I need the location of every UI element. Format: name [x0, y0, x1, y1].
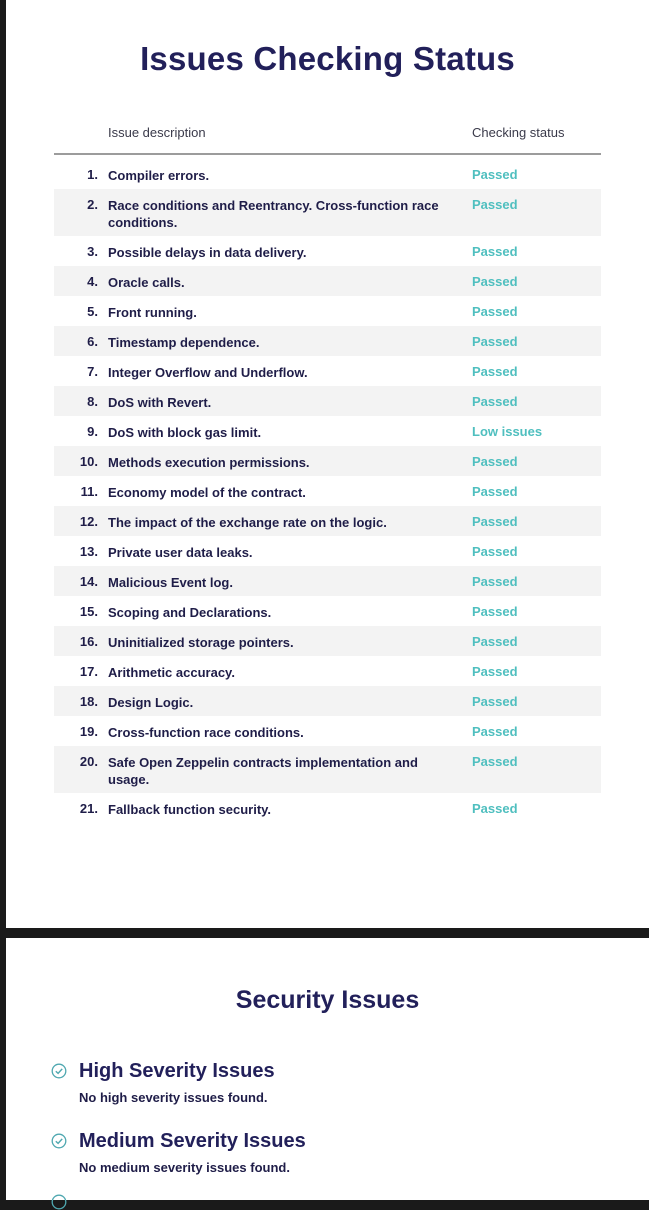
row-number: 21.: [79, 801, 98, 816]
high-severity-text: No high severity issues found.: [79, 1090, 268, 1105]
row-status: Passed: [472, 454, 518, 469]
table-row: [54, 416, 601, 446]
column-header-description: Issue description: [108, 125, 206, 140]
row-description: Possible delays in data delivery.: [108, 245, 307, 260]
issues-page: [6, 0, 649, 928]
row-description: The impact of the exchange rate on the logic.: [108, 515, 387, 530]
row-number: 3.: [87, 244, 98, 259]
row-status: Passed: [472, 694, 518, 709]
table-row: [54, 566, 601, 596]
row-status: Passed: [472, 167, 518, 182]
row-status: Low issues: [472, 424, 543, 439]
table-row: [54, 189, 601, 236]
row-status: Passed: [472, 244, 518, 259]
row-status: Passed: [472, 197, 518, 212]
row-status: Passed: [472, 544, 518, 559]
row-description: Integer Overflow and Underflow.: [108, 365, 308, 380]
row-number: 19.: [79, 724, 98, 739]
row-number: 15.: [79, 604, 98, 619]
row-number: 12.: [79, 514, 98, 529]
table-row: [54, 476, 601, 506]
page-title: Issues Checking Status: [140, 40, 515, 77]
medium-severity-text: No medium severity issues found.: [79, 1160, 290, 1175]
issues-table: [54, 118, 601, 823]
row-description: Arithmetic accuracy.: [108, 665, 235, 680]
table-row: [54, 236, 601, 266]
row-status: Passed: [472, 604, 518, 619]
security-page: [6, 938, 649, 1200]
row-status: Passed: [472, 754, 518, 769]
table-row: [54, 793, 601, 823]
row-description: Cross-function race conditions.: [108, 725, 304, 740]
table-row: [54, 356, 601, 386]
row-status: Passed: [472, 801, 518, 816]
table-row: [54, 596, 601, 626]
table-row: [54, 296, 601, 326]
row-status: Passed: [472, 514, 518, 529]
row-status: Passed: [472, 274, 518, 289]
row-description: Scoping and Declarations.: [108, 605, 272, 620]
row-status: Passed: [472, 364, 518, 379]
medium-severity-heading: Medium Severity Issues: [79, 1130, 306, 1152]
row-number: 7.: [87, 364, 98, 379]
row-status: Passed: [472, 664, 518, 679]
column-header-status: Checking status: [472, 125, 565, 140]
row-description: Uninitialized storage pointers.: [108, 635, 294, 650]
table-row: [54, 159, 601, 189]
table-row: [54, 386, 601, 416]
row-description: Oracle calls.: [108, 275, 185, 290]
row-number: 14.: [79, 574, 98, 589]
row-number: 13.: [79, 544, 98, 559]
table-row: [54, 506, 601, 536]
row-number: 16.: [79, 634, 98, 649]
table-row: [54, 446, 601, 476]
row-description: DoS with Revert.: [108, 395, 212, 410]
row-number: 8.: [87, 394, 98, 409]
high-severity-heading: High Severity Issues: [79, 1060, 275, 1082]
row-description: Design Logic.: [108, 695, 194, 710]
row-number: 9.: [87, 424, 98, 439]
row-number: 11.: [80, 484, 98, 499]
table-header: [54, 118, 601, 155]
row-description: Timestamp dependence.: [108, 335, 260, 350]
row-description: DoS with block gas limit.: [108, 425, 262, 440]
table-row: [54, 266, 601, 296]
table-row: [54, 536, 601, 566]
row-description: Economy model of the contract.: [108, 485, 306, 500]
section-title: Security Issues: [235, 986, 420, 1014]
table-row: [54, 656, 601, 686]
row-status: Passed: [472, 394, 518, 409]
row-status: Passed: [472, 484, 518, 499]
row-number: 17.: [79, 664, 98, 679]
row-status: Passed: [472, 634, 518, 649]
row-number: 20.: [79, 754, 98, 769]
row-status: Passed: [472, 304, 518, 319]
table-row: [54, 686, 601, 716]
row-description: Malicious Event log.: [108, 575, 233, 590]
row-number: 4.: [87, 274, 98, 289]
row-number: 6.: [87, 334, 98, 349]
row-description: Methods execution permissions.: [108, 455, 310, 470]
row-number: 5.: [87, 304, 98, 319]
row-number: 1.: [87, 167, 98, 182]
row-description: Private user data leaks.: [108, 545, 253, 560]
check-circle-icon: [51, 1133, 67, 1149]
row-number: 10.: [79, 454, 98, 469]
check-circle-icon: [51, 1194, 67, 1210]
table-row: [54, 716, 601, 746]
row-description: Compiler errors.: [108, 168, 210, 183]
row-description: Fallback function security.: [108, 802, 272, 817]
row-status: Passed: [472, 724, 518, 739]
row-description: Safe Open Zeppelin contracts implementation and usage.: [108, 755, 418, 787]
row-number: 18.: [79, 694, 98, 709]
table-row: [54, 326, 601, 356]
row-description: Race conditions and Reentrancy. Cross-function race conditions.: [108, 198, 439, 230]
table-row: [54, 746, 601, 793]
check-circle-icon: [51, 1063, 67, 1079]
row-status: Passed: [472, 334, 518, 349]
table-row: [54, 626, 601, 656]
row-number: 2.: [87, 197, 98, 212]
row-status: Passed: [472, 574, 518, 589]
row-description: Front running.: [108, 305, 197, 320]
